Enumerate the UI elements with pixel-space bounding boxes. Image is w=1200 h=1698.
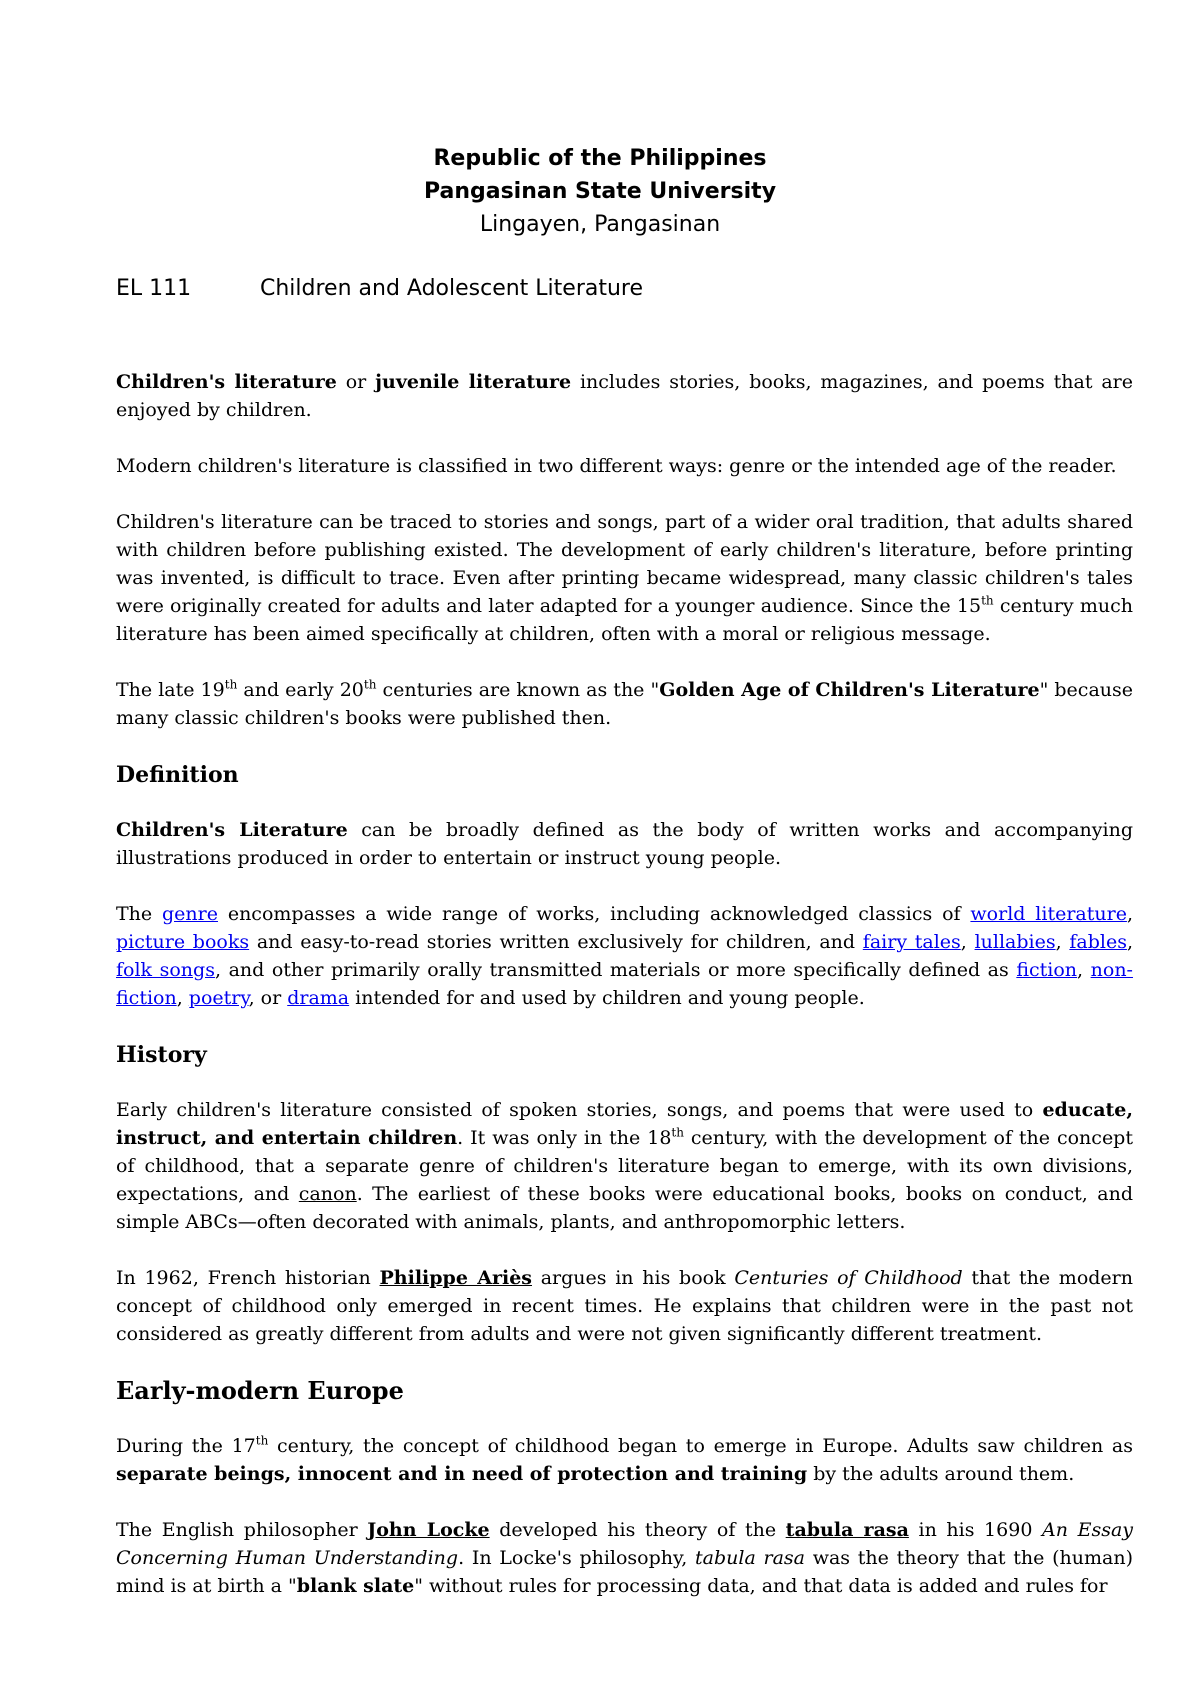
- bold-term: blank slate: [296, 1575, 415, 1597]
- text: , or: [248, 987, 288, 1009]
- text: Early children's literature consisted of spoken stories, songs, and poems that were used to: [116, 1099, 1043, 1121]
- link-fables[interactable]: fables: [1069, 931, 1127, 953]
- history-paragraph-2: [116, 1264, 1133, 1348]
- bold-underlined-term: tabula rasa: [785, 1519, 909, 1541]
- text: In 1962, French historian: [116, 1267, 380, 1289]
- text: developed his theory of the: [489, 1519, 786, 1541]
- text: century, the concept of childhood began to emerge in Europe. Adults saw children as: [268, 1435, 1133, 1457]
- link-drama[interactable]: drama: [287, 987, 350, 1009]
- bold-term: Golden Age of Children's Literature: [659, 679, 1040, 701]
- text: in his 1690: [908, 1519, 1043, 1541]
- text: ,: [176, 987, 189, 1009]
- link-fairy-tales[interactable]: fairy tales: [862, 931, 961, 953]
- text: and easy-to-read stories written exclusively for children, and: [249, 931, 863, 953]
- header-location: Lingayen, Pangasinan: [479, 212, 721, 237]
- link-lullabies[interactable]: lullabies: [974, 931, 1056, 953]
- definition-heading: Definition: [116, 762, 239, 788]
- superscript: th: [981, 593, 994, 608]
- italic-title: Centuries of Childhood: [734, 1267, 963, 1289]
- text: The English philosopher: [116, 1519, 368, 1541]
- text: ,: [1077, 959, 1091, 981]
- underlined-term: canon: [298, 1183, 357, 1205]
- text: includes stories, books, magazines, and poems that are enjoyed by children.: [116, 371, 1133, 421]
- oral-tradition-paragraph: [116, 508, 1133, 648]
- text: argues in his book: [531, 1267, 735, 1289]
- header-country: Republic of the Philippines: [433, 146, 767, 171]
- text: ,: [960, 931, 975, 953]
- text: was the theory that the (human) mind is at birth a ": [116, 1547, 1133, 1597]
- bold-underlined-term: John Locke: [367, 1519, 490, 1541]
- bold-term: separate beings, innocent and in need of protection and training: [116, 1463, 808, 1485]
- classification-paragraph: Modern children's literature is classified in two different ways: genre or the intended age of the reader.: [116, 455, 1117, 477]
- text: ,: [1126, 903, 1133, 925]
- italic-term: tabula rasa: [695, 1547, 805, 1569]
- superscript: th: [224, 677, 238, 692]
- bold-underlined-term: Philippe Ariès: [379, 1267, 532, 1289]
- link-world-literature[interactable]: world literature: [970, 903, 1127, 925]
- genre-paragraph: [116, 900, 1133, 1012]
- bold-term: juvenile literature: [375, 371, 572, 393]
- text: and early 20: [237, 679, 364, 701]
- text: , and other primarily orally transmitted materials or more specifically defined as: [214, 959, 1017, 981]
- early-modern-europe-heading: Early-modern Europe: [116, 1376, 404, 1405]
- text: The late 19: [116, 679, 225, 701]
- text: Children's literature can be traced to stories and songs, part of a wider oral tradition, that adults shared with children before publishing existed. The development of early children's literature, before printing was invented, is difficult to trace. Even after printing became widespread, many classic children's tales were originally created for adults and later adapted for a younger audience. Since the 15: [116, 511, 1133, 617]
- text: . It was only in the 18: [457, 1127, 672, 1149]
- golden-age-paragraph: [116, 676, 1133, 732]
- superscript: th: [363, 677, 377, 692]
- superscript: th: [671, 1125, 684, 1140]
- text: " because many classic children's books were published then.: [116, 679, 1134, 729]
- text: century, with the development of the concept of childhood, that a separate genre of children's literature began to emerge, with its own divisions, expectations, and: [116, 1127, 1133, 1205]
- text: The: [116, 903, 162, 925]
- text: ,: [1126, 931, 1133, 953]
- intro-paragraph: [116, 368, 1133, 424]
- text: by the adults around them.: [807, 1463, 1075, 1485]
- bold-term: educate, instruct, and entertain children: [116, 1099, 1133, 1149]
- link-folk-songs[interactable]: folk songs: [116, 959, 215, 981]
- text: or: [336, 371, 376, 393]
- italic-title: An Essay Concerning Human Understanding: [116, 1519, 1134, 1569]
- header-university: Pangasinan State University: [423, 179, 777, 204]
- text: ,: [1055, 931, 1070, 953]
- course-title: Children and Adolescent Literature: [260, 276, 644, 301]
- link-poetry[interactable]: poetry: [188, 987, 249, 1009]
- text: that the modern concept of childhood only emerged in recent times. He explains that children were in the past not considered as greatly different from adults and were not given significantly different treatment.: [116, 1267, 1133, 1345]
- text: centuries are known as the ": [376, 679, 660, 701]
- document-body: [116, 368, 1133, 1628]
- link-picture-books[interactable]: picture books: [116, 931, 250, 953]
- link-non-fiction[interactable]: non-fiction: [116, 959, 1133, 1009]
- link-genre[interactable]: genre: [162, 903, 218, 925]
- text: encompasses a wide range of works, including acknowledged classics of: [217, 903, 971, 925]
- history-heading: History: [116, 1042, 207, 1068]
- link-fiction[interactable]: fiction: [1016, 959, 1078, 981]
- text: " without rules for processing data, and that data is added and rules for: [414, 1575, 1108, 1597]
- definition-paragraph: [116, 816, 1133, 872]
- text: intended for and used by children and young people.: [349, 987, 865, 1009]
- europe-paragraph-1: [116, 1432, 1133, 1488]
- text: . The earliest of these books were educational books, books on conduct, and simple ABCs—often decorated with animals, plants, and anthropomorphic letters.: [116, 1183, 1133, 1233]
- history-paragraph-1: [116, 1096, 1133, 1236]
- course-code: EL 111: [116, 276, 192, 301]
- bold-term: Children's literature: [116, 371, 337, 393]
- text: can be broadly defined as the body of written works and accompanying illustrations produced in order to entertain or instruct young people.: [116, 819, 1133, 869]
- europe-paragraph-2: [116, 1516, 1133, 1600]
- bold-term: Children's Literature: [116, 819, 348, 841]
- course-line: [116, 276, 643, 301]
- superscript: th: [255, 1433, 269, 1448]
- text: During the 17: [116, 1435, 256, 1457]
- text: . In Locke's philosophy,: [458, 1547, 695, 1569]
- text: century much literature has been aimed specifically at children, often with a moral or religious message.: [116, 595, 1133, 645]
